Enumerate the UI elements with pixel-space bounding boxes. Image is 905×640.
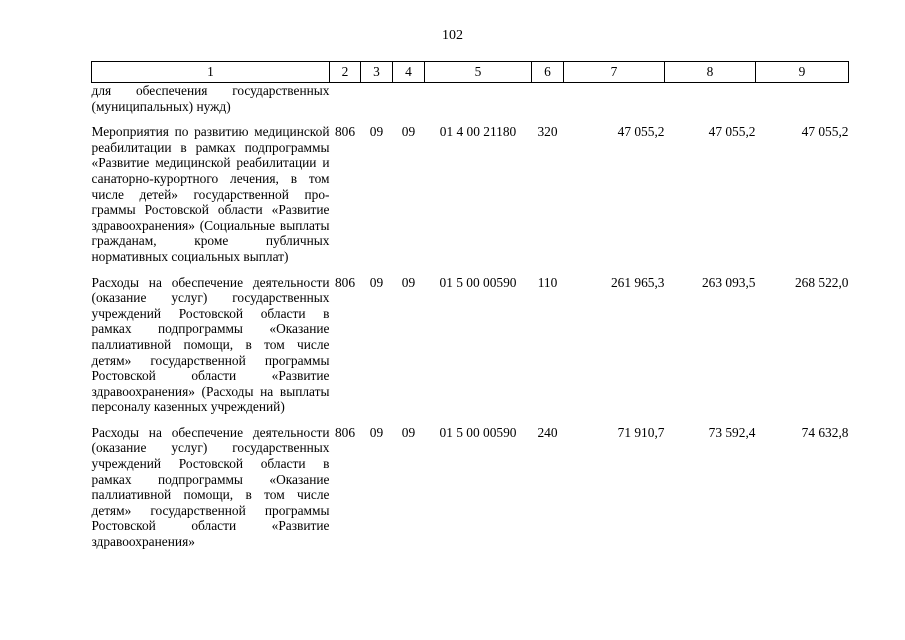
row-amount-col8	[665, 83, 756, 125]
row-expense-type-code: 110	[537, 274, 558, 290]
row-subsection-code: 09	[401, 424, 416, 440]
row-amount-col7	[564, 83, 665, 125]
row-target-code	[425, 83, 532, 125]
row-expense-type-code: 240	[537, 424, 558, 440]
row-amount-col7: 47 055,2	[617, 124, 665, 140]
column-header-8: 8	[665, 62, 756, 83]
row-amount-col8: 47 055,2	[708, 124, 756, 140]
row-section-code: 09	[369, 274, 384, 290]
row-expense-type-code: 320	[537, 124, 558, 140]
row-amount-col9: 47 055,2	[801, 124, 849, 140]
table-row	[92, 425, 849, 560]
row-target-code: 01 5 00 00590	[439, 424, 517, 440]
column-header-7: 7	[564, 62, 665, 83]
column-header-9: 9	[756, 62, 849, 83]
row-amount-col9: 74 632,8	[801, 424, 849, 440]
row-description: Расходы на обеспечение деятельности (оказание услуг) государственных учреждений Ростовской области в рамках подпрограммы «Оказание паллиативной помощи, в том числе детям» государственной программы Ростовской области «Развитие здравоохранения»	[91, 424, 330, 550]
column-header-2: 2	[330, 62, 361, 83]
column-header-4: 4	[393, 62, 425, 83]
column-number-header	[92, 62, 849, 83]
table-row	[92, 124, 849, 274]
page-number: 102	[442, 28, 463, 43]
column-header-5: 5	[425, 62, 532, 83]
column-header-6: 6	[532, 62, 564, 83]
row-subsection-code: 09	[401, 274, 416, 290]
row-amount-col8: 263 093,5	[701, 274, 756, 290]
row-subsection-code	[393, 83, 425, 125]
row-section-code	[361, 83, 393, 125]
row-ministry-code: 806	[334, 424, 356, 440]
column-header-3: 3	[361, 62, 393, 83]
row-ministry-code	[330, 83, 361, 125]
row-description: Мероприятия по развитию медицинской реабилитации в рамках подпрограммы «Развитие медицинской реабилитации и санаторно-курортного лечения, в том числе детей» государственной программы Ростовской области «Развитие здравоохранения» (Социальные выплаты гражданам, кроме публичных нормативных социальных выплат)	[91, 124, 330, 264]
row-ministry-code: 806	[334, 274, 356, 290]
row-description: Расходы на обеспечение деятельности (оказание услуг) государственных учреждений Ростовской области в рамках подпрограммы «Оказание паллиативной помощи, в том числе детям» государственной программы Ростовской области «Развитие здравоохранения» (Расходы на выплаты персоналу казенных учреждений)	[91, 274, 330, 415]
row-amount-col7: 71 910,7	[617, 424, 665, 440]
budget-table	[91, 61, 849, 560]
column-header-1: 1	[92, 62, 330, 83]
table-row	[92, 275, 849, 425]
row-amount-col9	[756, 83, 849, 125]
row-section-code: 09	[369, 124, 384, 140]
row-subsection-code: 09	[401, 124, 416, 140]
row-target-code: 01 4 00 21180	[439, 124, 517, 140]
row-expense-type-code	[532, 83, 564, 125]
row-amount-col8: 73 592,4	[708, 424, 756, 440]
row-target-code: 01 5 00 00590	[439, 274, 517, 290]
row-section-code: 09	[369, 424, 384, 440]
row-ministry-code: 806	[334, 124, 356, 140]
row-description: для обеспечения государственных (муниципальных) нужд)	[91, 83, 330, 114]
row-amount-col7: 261 965,3	[610, 274, 665, 290]
row-amount-col9: 268 522,0	[794, 274, 849, 290]
table-row	[92, 83, 849, 125]
